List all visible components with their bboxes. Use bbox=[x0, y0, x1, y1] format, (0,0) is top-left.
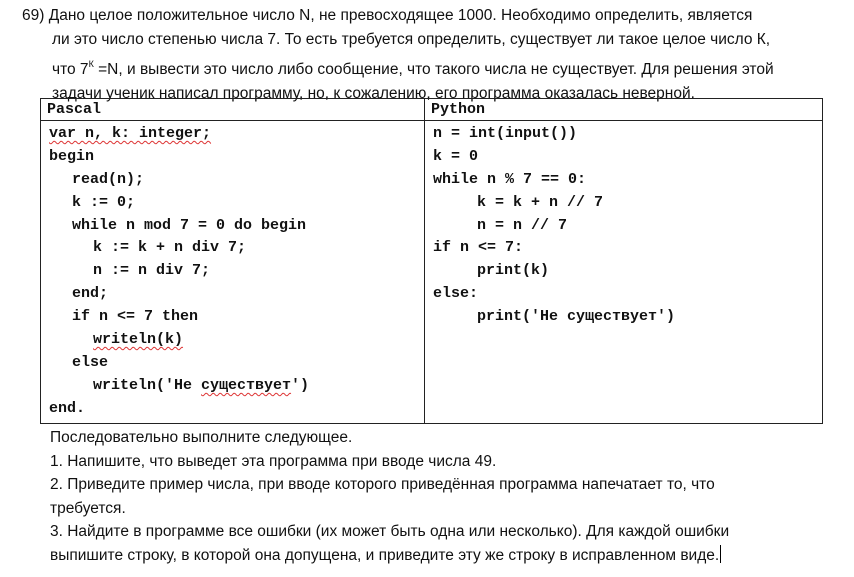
code-line: while n mod 7 = 0 do begin bbox=[72, 216, 307, 234]
code-line: writeln(k) bbox=[93, 331, 184, 349]
task-1: 1. Напишите, что выведет эта программа при вводе числа 49. bbox=[50, 452, 497, 470]
code-line: begin bbox=[49, 147, 95, 165]
code-line: end. bbox=[49, 399, 86, 417]
code-line: var n, k: integer; bbox=[49, 125, 212, 142]
code-line: k = 0 bbox=[433, 147, 479, 165]
task-3-line-1: 3. Найдите в программе все ошибки (их может быть одна или несколько). Для каждой ошибки bbox=[50, 523, 730, 540]
code-line: n = n // 7 bbox=[477, 216, 568, 234]
code-line: k = k + n // 7 bbox=[477, 193, 604, 211]
problem-line-1: 69) Дано целое положительное число N, не превосходящее 1000. Необходимо определить, является bbox=[22, 7, 753, 24]
problem-line-2: ли это число степенью числа 7. То есть требуется определить, существует ли такое целое число К, bbox=[52, 31, 771, 48]
code-line: writeln('Не существует') bbox=[93, 376, 310, 394]
code-line: while n % 7 == 0: bbox=[433, 170, 587, 188]
task-2-line-1: 2. Приведите пример числа, при вводе которого приведённая программа напечатает то, что bbox=[50, 476, 715, 493]
python-header: Python bbox=[425, 99, 823, 121]
problem-line-4: задачи ученик написал программу, но, к сожалению, его программа оказалась неверной. bbox=[52, 85, 695, 102]
code-line: read(n); bbox=[72, 170, 145, 188]
python-code-cell bbox=[425, 121, 823, 424]
code-line: k := k + n div 7; bbox=[93, 239, 247, 257]
code-line: end; bbox=[72, 285, 109, 303]
task-2-line-2: требуется. bbox=[50, 499, 126, 517]
code-line: n = int(input()) bbox=[433, 125, 578, 142]
code-line: print(k) bbox=[477, 262, 550, 280]
task-list bbox=[50, 426, 830, 567]
code-table bbox=[40, 98, 823, 424]
code-line: if n <= 7 then bbox=[72, 308, 199, 326]
pascal-code-cell bbox=[41, 121, 425, 424]
exponent-k: К bbox=[88, 59, 94, 69]
text-cursor bbox=[720, 545, 721, 563]
problem-number: 69) bbox=[22, 7, 45, 24]
task-3-line-2: выпишите строку, в которой она допущена, и приведите эту же строку в исправленном виде. bbox=[50, 546, 720, 564]
problem-statement bbox=[22, 4, 842, 106]
code-line: else bbox=[72, 353, 109, 371]
code-line: n := n div 7; bbox=[93, 262, 211, 280]
problem-line-3: что $7^К =N$, и вывести это число либо сообщение, что такого числа не существует. Для решения этой bbox=[52, 59, 774, 78]
code-line: else: bbox=[433, 285, 479, 303]
code-line: print('Не существует') bbox=[477, 308, 676, 326]
code-line: if n <= 7: bbox=[433, 239, 524, 257]
code-line: k := 0; bbox=[72, 193, 136, 211]
pascal-header: Pascal bbox=[41, 99, 425, 121]
task-intro: Последовательно выполните следующее. bbox=[50, 429, 353, 446]
